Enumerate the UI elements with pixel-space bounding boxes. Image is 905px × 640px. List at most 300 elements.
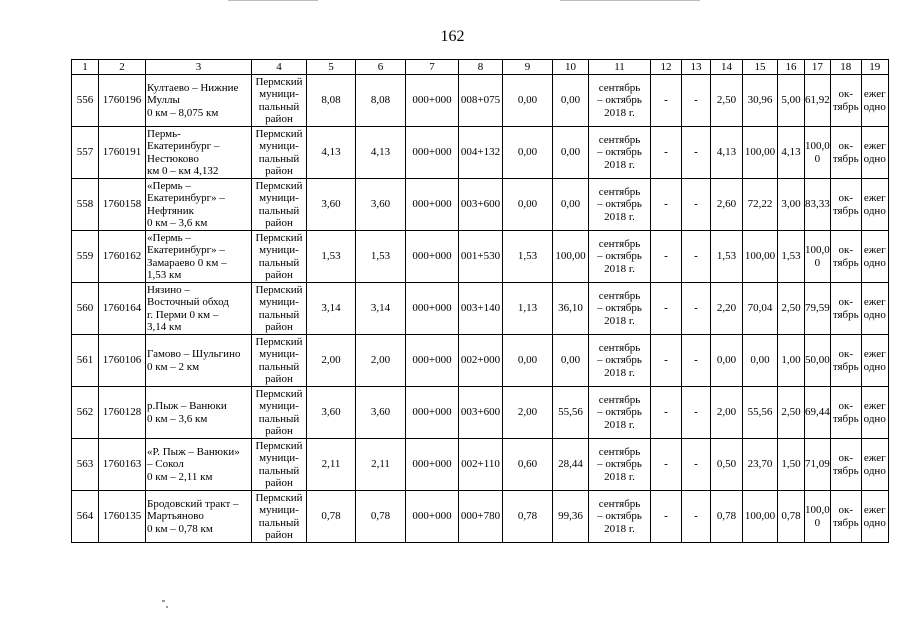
length-cell: 3,60 (307, 387, 356, 439)
district-line: Пермский (255, 75, 303, 88)
length-cell: 2,00 (307, 335, 356, 387)
month-line: ок- (838, 192, 853, 205)
percent-cell: 70,04 (743, 283, 778, 335)
period-line: – октябрь (597, 354, 642, 367)
period-line: 2018 г. (604, 158, 635, 171)
table-row (72, 335, 889, 387)
frequency-line: ежег (863, 192, 886, 205)
month-line: тябрь (832, 152, 859, 165)
month-line: ок- (838, 140, 853, 153)
road-code-cell: 1760106 (99, 335, 146, 387)
road-name-cell (146, 179, 252, 231)
start-km-cell: 000+000 (406, 179, 459, 231)
road-name-cell (146, 387, 252, 439)
frequency-cell (861, 387, 888, 439)
district-cell (252, 387, 307, 439)
column-header: 1 (72, 60, 99, 75)
value-cell: 2,00 (503, 387, 553, 439)
percent-cell: 0,00 (553, 75, 589, 127)
length-cell: 3,60 (356, 179, 406, 231)
table-row (72, 75, 889, 127)
value-cell: 1,00 (778, 335, 805, 387)
dash-cell: - (682, 283, 711, 335)
start-km-cell: 000+000 (406, 491, 459, 543)
end-km-cell: 008+075 (459, 75, 503, 127)
district-line: пальный (258, 152, 300, 165)
column-header: 11 (589, 60, 651, 75)
month-line: тябрь (832, 360, 859, 373)
percent-cell: 23,70 (743, 439, 778, 491)
start-km-cell: 000+000 (406, 127, 459, 179)
value-cell: 0,78 (778, 491, 805, 543)
frequency-cell (861, 127, 888, 179)
period-line: 2018 г. (604, 418, 635, 431)
column-header: 12 (651, 60, 682, 75)
percent-line: 71,09 (805, 458, 830, 471)
column-header: 14 (711, 60, 743, 75)
frequency-line: одно (863, 204, 886, 217)
period-line: – октябрь (597, 146, 642, 159)
value-cell: 1,53 (778, 231, 805, 283)
table-row (72, 283, 889, 335)
period-line: 2018 г. (604, 262, 635, 275)
end-km-cell: 003+600 (459, 179, 503, 231)
percent-cell (805, 75, 831, 127)
end-km-cell: 000+780 (459, 491, 503, 543)
length-cell: 2,11 (356, 439, 406, 491)
road-name-cell (146, 75, 252, 127)
column-header: 19 (861, 60, 888, 75)
district-line: пальный (258, 204, 300, 217)
road-name-line: 0 км – 3,6 км (147, 412, 208, 425)
frequency-line: одно (863, 308, 886, 321)
month-line: тябрь (832, 100, 859, 113)
period-line: 2018 г. (604, 470, 635, 483)
district-line: район (265, 424, 293, 437)
table-row (72, 491, 889, 543)
frequency-line: одно (863, 464, 886, 477)
road-name-line: г. Перми 0 км – (147, 308, 219, 321)
period-line: – октябрь (597, 250, 642, 263)
row-number-cell: 556 (72, 75, 99, 127)
percent-line: 0 (814, 256, 821, 269)
period-cell (589, 491, 651, 543)
road-code-cell: 1760128 (99, 387, 146, 439)
dash-cell: - (682, 127, 711, 179)
length-cell: 3,14 (356, 283, 406, 335)
value-cell: 0,00 (503, 75, 553, 127)
road-name-line: Бродовский тракт – (147, 497, 239, 510)
road-name-line: Пермь- (147, 127, 181, 140)
month-line: тябрь (832, 308, 859, 321)
start-km-cell: 000+000 (406, 387, 459, 439)
road-code-cell: 1760135 (99, 491, 146, 543)
row-number-cell: 559 (72, 231, 99, 283)
frequency-line: одно (863, 360, 886, 373)
dash-cell: - (651, 179, 682, 231)
row-number-cell: 564 (72, 491, 99, 543)
month-cell (830, 439, 861, 491)
percent-cell: 100,00 (553, 231, 589, 283)
table-row (72, 231, 889, 283)
percent-cell: 0,00 (743, 335, 778, 387)
district-line: пальный (258, 412, 300, 425)
column-header: 13 (682, 60, 711, 75)
column-header: 6 (356, 60, 406, 75)
scan-speck (166, 606, 168, 608)
period-cell (589, 127, 651, 179)
period-line: – октябрь (597, 302, 642, 315)
value-cell: 2,50 (778, 387, 805, 439)
frequency-line: одно (863, 412, 886, 425)
road-name-line: Екатеринбург» – (147, 244, 225, 257)
road-name-line: Восточный обход (147, 296, 229, 309)
table-row (72, 179, 889, 231)
frequency-line: одно (863, 256, 886, 269)
month-line: тябрь (832, 256, 859, 269)
value-cell: 0,50 (711, 439, 743, 491)
dash-cell: - (651, 127, 682, 179)
frequency-line: ежег (863, 296, 886, 309)
value-cell: 0,00 (503, 335, 553, 387)
frequency-cell (861, 335, 888, 387)
length-cell: 2,00 (356, 335, 406, 387)
value-cell: 0,00 (503, 179, 553, 231)
frequency-line: одно (863, 516, 886, 529)
length-cell: 3,60 (307, 179, 356, 231)
value-cell: 0,00 (503, 127, 553, 179)
percent-line: 69,44 (805, 406, 830, 419)
road-name-line: Нестюково (147, 152, 199, 165)
percent-cell: 55,56 (553, 387, 589, 439)
value-cell: 1,50 (778, 439, 805, 491)
column-header: 2 (99, 60, 146, 75)
value-cell: 2,50 (711, 75, 743, 127)
dash-cell: - (651, 231, 682, 283)
percent-cell: 100,00 (743, 127, 778, 179)
period-line: 2018 г. (604, 522, 635, 535)
end-km-cell: 001+530 (459, 231, 503, 283)
percent-line: 100,0 (805, 244, 830, 257)
percent-line: 100,0 (805, 140, 830, 153)
percent-cell (805, 387, 831, 439)
length-cell: 8,08 (307, 75, 356, 127)
road-name-line: Екатеринбург» – (147, 192, 225, 205)
month-cell (830, 335, 861, 387)
district-line: район (265, 528, 293, 541)
district-line: муници- (259, 504, 299, 517)
length-cell: 4,13 (307, 127, 356, 179)
frequency-line: ежег (863, 504, 886, 517)
period-cell (589, 179, 651, 231)
row-number-cell: 557 (72, 127, 99, 179)
percent-cell: 28,44 (553, 439, 589, 491)
road-name-line: «Р. Пыж – Ванюки» (147, 445, 240, 458)
value-cell: 2,00 (711, 387, 743, 439)
road-name-line: – Сокол (147, 458, 184, 471)
road-name-line: 0 км – 2,11 км (147, 470, 213, 483)
road-code-cell: 1760164 (99, 283, 146, 335)
frequency-cell (861, 231, 888, 283)
frequency-line: одно (863, 100, 886, 113)
district-line: район (265, 320, 293, 333)
frequency-line: ежег (863, 244, 886, 257)
frequency-cell (861, 439, 888, 491)
district-line: район (265, 164, 293, 177)
frequency-cell (861, 179, 888, 231)
road-name-line: Мартьяново (147, 510, 204, 523)
row-number-cell: 561 (72, 335, 99, 387)
period-line: – октябрь (597, 510, 642, 523)
table-row (72, 127, 889, 179)
dash-cell: - (651, 335, 682, 387)
district-line: муници- (259, 452, 299, 465)
start-km-cell: 000+000 (406, 75, 459, 127)
month-line: ок- (838, 504, 853, 517)
period-line: сентябрь (598, 185, 641, 198)
value-cell: 3,00 (778, 179, 805, 231)
district-line: Пермский (255, 231, 303, 244)
percent-line: 100,0 (805, 504, 830, 517)
district-line: пальный (258, 464, 300, 477)
period-line: – октябрь (597, 94, 642, 107)
district-cell (252, 491, 307, 543)
end-km-cell: 002+110 (459, 439, 503, 491)
period-line: 2018 г. (604, 210, 635, 223)
frequency-line: ежег (863, 400, 886, 413)
road-name-line: 0 км – 0,78 км (147, 522, 213, 535)
value-cell: 0,78 (503, 491, 553, 543)
page-number: 162 (440, 28, 465, 45)
period-cell (589, 231, 651, 283)
month-line: тябрь (832, 464, 859, 477)
percent-cell: 0,00 (553, 335, 589, 387)
frequency-cell (861, 283, 888, 335)
road-name-line: 0 км – 8,075 км (147, 106, 219, 119)
period-cell (589, 387, 651, 439)
district-line: Пермский (255, 335, 303, 348)
length-cell: 3,60 (356, 387, 406, 439)
road-register-table (71, 59, 889, 543)
percent-cell (805, 179, 831, 231)
length-cell: 2,11 (307, 439, 356, 491)
period-cell (589, 335, 651, 387)
district-line: пальный (258, 360, 300, 373)
percent-line: 61,92 (805, 94, 830, 107)
percent-cell: 100,00 (743, 491, 778, 543)
column-header: 17 (805, 60, 831, 75)
district-line: муници- (259, 140, 299, 153)
dash-cell: - (651, 283, 682, 335)
period-line: сентябрь (598, 133, 641, 146)
percent-line: 79,59 (805, 302, 830, 315)
percent-cell: 0,00 (553, 127, 589, 179)
month-cell (830, 127, 861, 179)
road-code-cell: 1760162 (99, 231, 146, 283)
road-name-cell (146, 127, 252, 179)
value-cell: 1,53 (711, 231, 743, 283)
dash-cell: - (682, 491, 711, 543)
period-line: 2018 г. (604, 314, 635, 327)
row-number-cell: 563 (72, 439, 99, 491)
column-header: 7 (406, 60, 459, 75)
month-line: тябрь (832, 516, 859, 529)
percent-line: 83,33 (805, 198, 830, 211)
value-cell: 2,60 (711, 179, 743, 231)
district-line: район (265, 112, 293, 125)
road-name-line: Замараево 0 км – (147, 256, 227, 269)
value-cell: 0,60 (503, 439, 553, 491)
district-line: район (265, 268, 293, 281)
percent-line: 50,00 (805, 354, 830, 367)
value-cell: 1,53 (503, 231, 553, 283)
start-km-cell: 000+000 (406, 335, 459, 387)
percent-cell: 36,10 (553, 283, 589, 335)
road-name-line: Екатеринбург – (147, 140, 220, 153)
month-cell (830, 231, 861, 283)
period-line: 2018 г. (604, 366, 635, 379)
district-cell (252, 75, 307, 127)
start-km-cell: 000+000 (406, 231, 459, 283)
month-cell (830, 75, 861, 127)
value-cell: 0,00 (711, 335, 743, 387)
percent-cell: 0,00 (553, 179, 589, 231)
period-line: – октябрь (597, 406, 642, 419)
end-km-cell: 004+132 (459, 127, 503, 179)
district-cell (252, 439, 307, 491)
table-row (72, 439, 889, 491)
district-cell (252, 179, 307, 231)
period-line: сентябрь (598, 289, 641, 302)
column-header: 3 (146, 60, 252, 75)
month-cell (830, 491, 861, 543)
percent-cell: 55,56 (743, 387, 778, 439)
percent-cell (805, 127, 831, 179)
month-line: ок- (838, 88, 853, 101)
row-number-cell: 560 (72, 283, 99, 335)
period-line: сентябрь (598, 393, 641, 406)
period-cell (589, 283, 651, 335)
month-line: ок- (838, 452, 853, 465)
period-line: – октябрь (597, 458, 642, 471)
percent-cell: 30,96 (743, 75, 778, 127)
district-line: Пермский (255, 283, 303, 296)
dash-cell: - (682, 387, 711, 439)
length-cell: 4,13 (356, 127, 406, 179)
district-cell (252, 335, 307, 387)
percent-cell: 72,22 (743, 179, 778, 231)
road-name-line: Култаево – Нижние (147, 81, 239, 94)
scan-edge-line (560, 0, 700, 1)
road-code-cell: 1760196 (99, 75, 146, 127)
dash-cell: - (651, 491, 682, 543)
percent-cell (805, 283, 831, 335)
length-cell: 0,78 (307, 491, 356, 543)
period-line: сентябрь (598, 497, 641, 510)
road-name-line: р.Пыж – Ванюки (147, 400, 227, 413)
road-name-line: 1,53 км (147, 268, 182, 281)
percent-cell: 100,00 (743, 231, 778, 283)
period-line: сентябрь (598, 81, 641, 94)
dash-cell: - (651, 439, 682, 491)
district-line: район (265, 476, 293, 489)
end-km-cell: 003+140 (459, 283, 503, 335)
percent-line: 0 (814, 152, 821, 165)
road-name-cell (146, 491, 252, 543)
frequency-line: одно (863, 152, 886, 165)
start-km-cell: 000+000 (406, 439, 459, 491)
road-code-cell: 1760158 (99, 179, 146, 231)
start-km-cell: 000+000 (406, 283, 459, 335)
road-name-line: км 0 – км 4,132 (147, 164, 219, 177)
road-code-cell: 1760163 (99, 439, 146, 491)
period-line: сентябрь (598, 341, 641, 354)
frequency-cell (861, 75, 888, 127)
road-name-cell (146, 231, 252, 283)
frequency-line: ежег (863, 348, 886, 361)
district-line: пальный (258, 516, 300, 529)
month-cell (830, 387, 861, 439)
percent-cell (805, 335, 831, 387)
district-cell (252, 127, 307, 179)
road-name-cell (146, 335, 252, 387)
percent-cell: 99,36 (553, 491, 589, 543)
road-name-line: Муллы (147, 94, 180, 107)
district-line: Пермский (255, 439, 303, 452)
length-cell: 3,14 (307, 283, 356, 335)
column-header: 4 (252, 60, 307, 75)
dash-cell: - (682, 231, 711, 283)
month-line: ок- (838, 296, 853, 309)
column-header: 8 (459, 60, 503, 75)
district-line: муници- (259, 400, 299, 413)
value-cell: 4,13 (711, 127, 743, 179)
dash-cell: - (682, 75, 711, 127)
frequency-line: ежег (863, 88, 886, 101)
length-cell: 8,08 (356, 75, 406, 127)
frequency-cell (861, 491, 888, 543)
frequency-line: ежег (863, 452, 886, 465)
district-line: пальный (258, 308, 300, 321)
road-name-line: «Пермь – (147, 231, 191, 244)
road-name-line: Гамово – Шульгино (147, 348, 241, 361)
district-line: Пермский (255, 387, 303, 400)
frequency-line: ежег (863, 140, 886, 153)
end-km-cell: 003+600 (459, 387, 503, 439)
district-line: муници- (259, 244, 299, 257)
length-cell: 1,53 (307, 231, 356, 283)
percent-line: 0 (814, 516, 821, 529)
dash-cell: - (682, 335, 711, 387)
column-number-header-row (72, 60, 889, 75)
district-line: Пермский (255, 127, 303, 140)
period-line: сентябрь (598, 445, 641, 458)
road-name-line: Нефтяник (147, 204, 194, 217)
district-line: Пермский (255, 179, 303, 192)
column-header: 10 (553, 60, 589, 75)
row-number-cell: 558 (72, 179, 99, 231)
column-header: 18 (830, 60, 861, 75)
road-name-line: «Пермь – (147, 179, 191, 192)
period-cell (589, 439, 651, 491)
period-cell (589, 75, 651, 127)
district-cell (252, 283, 307, 335)
percent-cell (805, 231, 831, 283)
district-line: пальный (258, 256, 300, 269)
road-name-line: 0 км – 3,6 км (147, 216, 208, 229)
length-cell: 1,53 (356, 231, 406, 283)
value-cell: 2,20 (711, 283, 743, 335)
